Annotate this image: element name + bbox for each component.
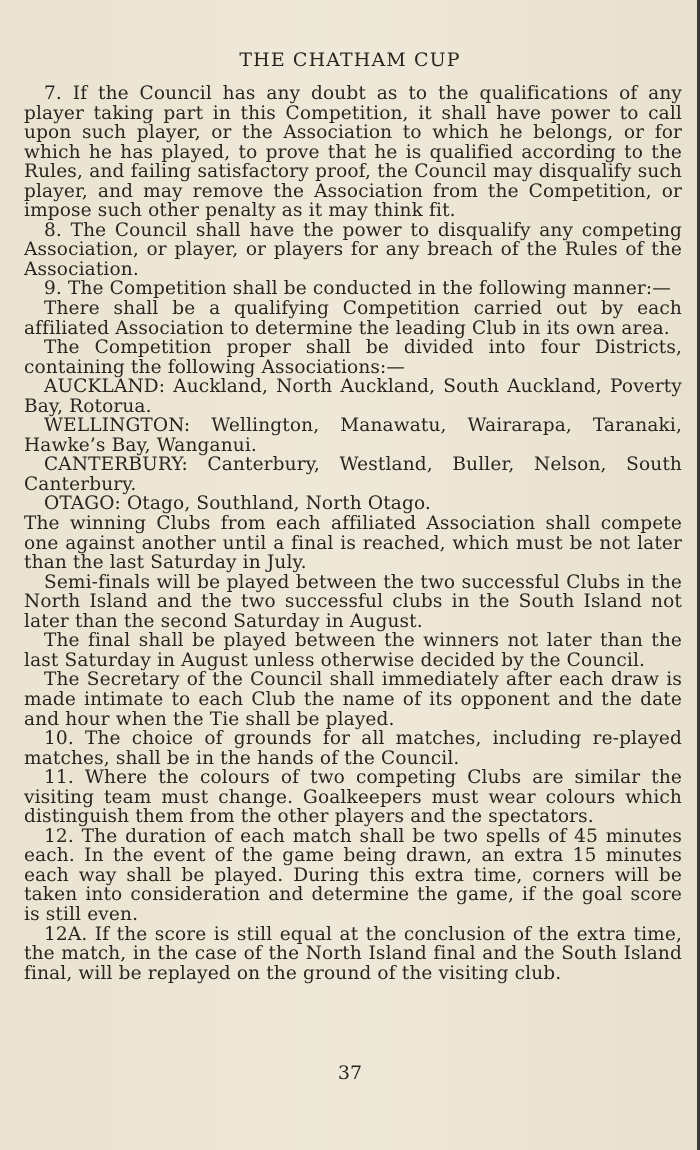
district-otago: OTAGO: Otago, Southland, North Otago. [44,493,431,515]
paragraph-districts: The Competition proper shall be divided into four Districts, containing the following Associations:— [24,337,682,378]
rules-text [24,84,682,983]
district-canterbury: CANTERBURY: Canterbury, Westland, Buller, Nelson, South Canterbury. [24,454,682,495]
paragraph-rule-12: 12. The duration of each match shall be two spells of 45 minutes each. In the event of the game being drawn, an extra 15 minutes each way shall be played. During this extra time, corners will be taken into consideration and determine the game, if the goal score is still even. [24,825,682,925]
paragraph-secretary: The Secretary of the Council shall immediately after each draw is made intimate to each Club the name of its opponent and the date and hour when the Tie shall be played. [24,669,682,730]
paragraph-rule-9: 9. The Competition shall be conducted in the following manner:— [44,278,671,300]
paragraph-rule-8: 8. The Council shall have the power to disqualify any competing Association, or player, or players for any breach of the Rules of the Association. [24,219,682,280]
paragraph-winning-clubs: The winning Clubs from each affiliated Association shall compete one against another until a final is reached, which must be not later than the last Saturday in July. [24,513,682,574]
paragraph-rule-10: 10. The choice of grounds for all matches, including re-played matches, shall be in the hands of the Council. [24,728,682,769]
paragraph-semi-finals: Semi-finals will be played between the two successful Clubs in the North Island and the two successful clubs in the South Island not later than the second Saturday in August. [24,571,682,632]
paragraph-rule-7: 7. If the Council has any doubt as to the qualifications of any player taking part in this Competition, it shall have power to call upon such player, or the Association to which he belongs, or for which he has played, to prove that he is qualified according to the Rules, and failing satisfactory proof, the Council may disqualify such player, and may remove the Association from the Competition, or impose such other penalty as it may think fit. [24,83,682,222]
paragraph-final: The final shall be played between the winners not later than the last Saturday in August unless otherwise decided by the Council. [24,630,682,671]
paragraph-qualifying: There shall be a qualifying Competition carried out by each affiliated Association to determine the leading Club in its own area. [24,298,682,339]
page-number: 37 [337,1062,363,1084]
paragraph-rule-12a: 12A. If the score is still equal at the conclusion of the extra time, the match, in the case of the North Island final and the South Island final, will be replayed on the ground of the visiting club. [24,923,682,984]
running-header: THE CHATHAM CUP [239,49,461,71]
district-wellington: WELLINGTON: Wellington, Manawatu, Wairarapa, Taranaki, Hawke’s Bay, Wanganui. [24,415,682,456]
paragraph-rule-11: 11. Where the colours of two competing Clubs are similar the visiting team must change. Goalkeepers must wear colours which distinguish them from the other players and the spectators. [24,767,682,828]
district-auckland: AUCKLAND: Auckland, North Auckland, South Auckland, Poverty Bay, Rotorua. [24,376,682,417]
